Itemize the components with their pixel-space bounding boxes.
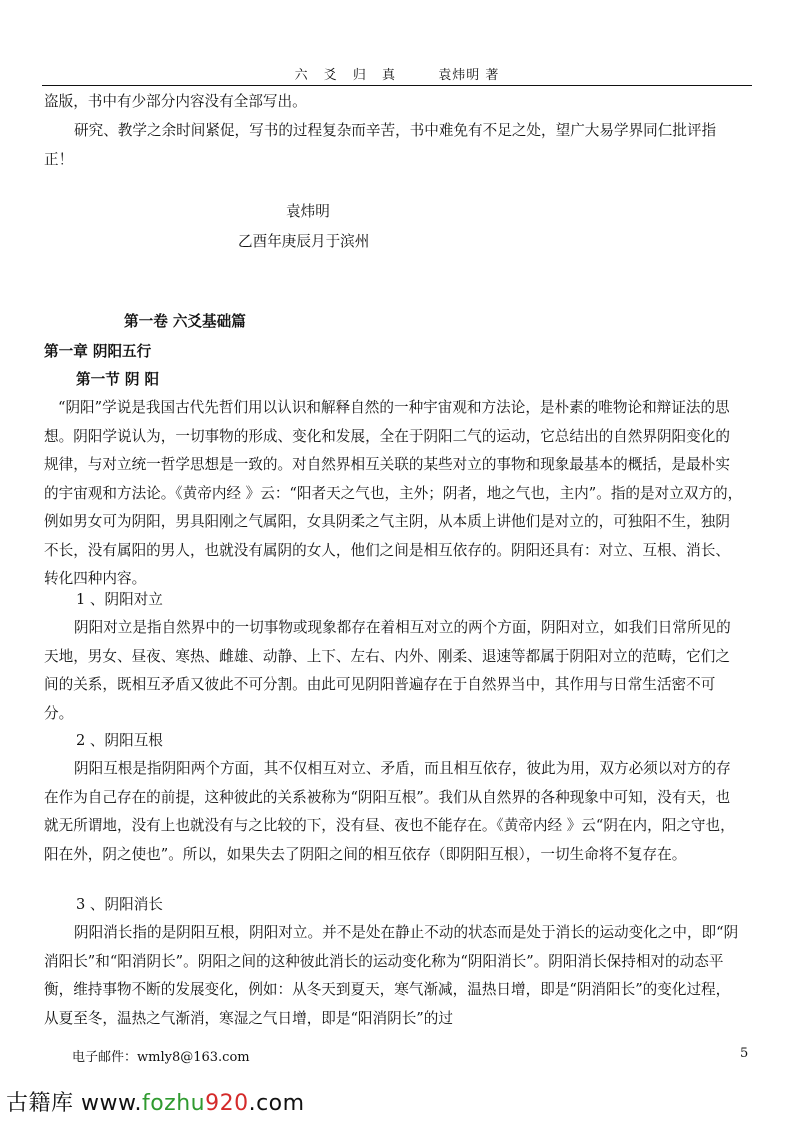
item3-text: 阴阳消长指的是阴阳互根，阴阳对立。并不是处在静止不动的状态而是处于消长的运动变化之中，即“阴消阳长”和“阳消阴长”。阴阳之间的这种彼此消长的运动变化称为“阴阳消长”。阴阳消长保持相对的动态平衡，维持事物不断的发展变化，例如：从冬天到夏天，寒气渐减，温热日增，即是“阴消阳长”的变化过程，从夏至冬，温热之气渐消，寒湿之气日增，即是“阳消阴长”的过 [44,924,739,1027]
item1-title: 1 、阴阳对立 [76,591,163,608]
item3-title: 3 、阴阳消长 [76,896,163,913]
section-heading: 第一节 阴 阳 [76,371,160,388]
preface-line: 盗版，书中有少部分内容没有全部写出。 [44,93,307,110]
watermark-suffix: .com [248,1091,305,1116]
intro-paragraph: “阴阳”学说是我国古代先哲们用以认识和解释自然的一种宇宙观和方法论，是朴素的唯物论和辩证法的思想。阴阳学说认为，一切事物的形成、变化和发展，全在于阴阳二气的运动，它总结出的自然界阴阳变化的规律，与对立统一哲学思想是一致的。对自然界相互关联的某些对立的事物和现象最基本的概括，是最朴实的宇宙观和方法论。《黄帝内经 》云：“阳者天之气也，主外；阴者，地之气也，主内”。指的是对立双方的，例如男女可为阴阳，男具阳刚之气属阳，女具阴柔之气主阴，从本质上讲他们是对立的，可独阳不生，独阴不长，没有属阳的男人，也就没有属阴的女人，他们之间是相互依存的。阴阳还具有：对立、互根、消长、转化四种内容。 [44,399,743,587]
item2-text: 阴阳互根是指阴阳两个方面，其不仅相互对立、矛盾，而且相互依存，彼此为用，双方必须以对方的存在作为自己存在的前提，这种彼此的关系被称为“阴阳互根”。我们从自然界的各种现象中可知，没有天，也就无所谓地，没有上也就没有与之比较的下，没有昼、夜也不能存在。《黄帝内经 》云“阴在内，阳之守也，阳在外，阴之使也”。所以，如果失去了阴阳之间的相互依存（即阴阳互根），一切生命将不复存在。 [44,760,735,863]
watermark-red: 920 [205,1091,249,1116]
page-number: 5 [740,1046,749,1061]
watermark-green: fozhu [141,1091,206,1116]
item1-text: 阴阳对立是指自然界中的一切事物或现象都存在着相互对立的两个方面，阴阳对立，如我们日常所见的天地，男女、昼夜、寒热、雌雄、动静、上下、左右、内外、刚柔、退速等都属于阴阳对立的范畴，它们之间的关系，既相互矛盾又彼此不可分割。由此可见阴阳普遍存在于自然界当中，其作用与日常生活密不可分。 [44,619,731,722]
watermark-prefix: 古籍库 www. [6,1091,142,1116]
item2-title: 2 、阴阳互根 [76,732,163,749]
chapter-heading: 第一章 阴阳五行 [44,343,152,360]
footer-email: 电子邮件：wmly8@163.com [72,1050,250,1065]
header-rule [42,85,752,86]
header-book-title: 六 爻 归 真 [294,68,402,83]
site-watermark [6,1086,305,1117]
preface-paragraph: 研究、教学之余时间紧促，写书的过程复杂而辛苦，书中难免有不足之处，望广大易学界同仁批评指正！ [44,122,717,168]
signature-date: 乙酉年庚辰月于滨州 [238,233,370,250]
running-header [42,64,752,84]
header-author: 袁炜明 著 [438,68,500,83]
volume-heading: 第一卷 六爻基础篇 [124,313,246,330]
signature-name: 袁炜明 [286,203,330,220]
